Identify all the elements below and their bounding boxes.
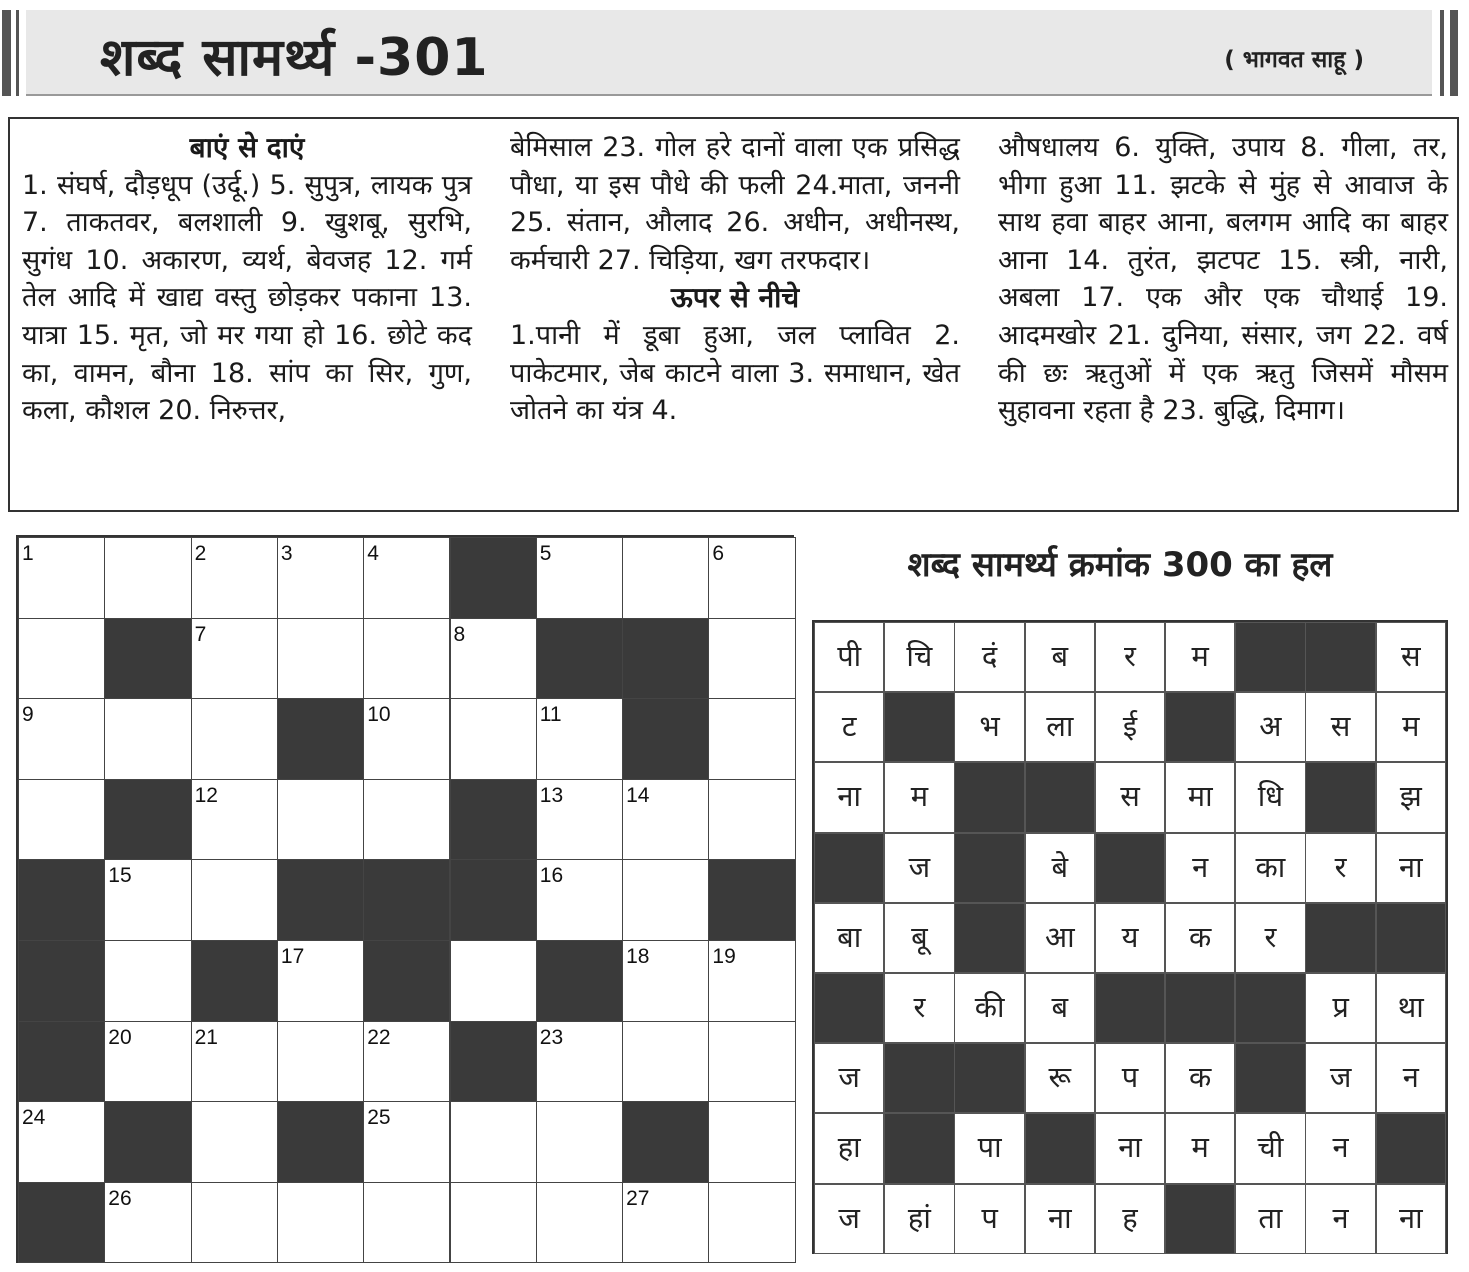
solution-cell: म [1165,622,1235,692]
clue-number: 11 [539,703,562,727]
grid-cell[interactable] [363,1101,450,1183]
solution-cell: म [1165,1113,1235,1183]
grid-cell[interactable] [191,1101,278,1183]
grid-cell[interactable] [18,1101,105,1183]
solution-cell-black [954,833,1024,903]
grid-cell-black [18,1182,105,1264]
grid-cell[interactable] [104,698,191,780]
solution-cell: ज [814,1043,884,1113]
solution-cell: रू [1025,1043,1095,1113]
grid-cell[interactable] [708,1021,795,1103]
solution-cell: प [954,1184,1024,1254]
down-clues-part-2: औषधालय 6. युक्ति, उपाय 8. गीला, तर, भीगा हुआ 11. झटके से मुंह से आवाज के साथ हवा बाहर आना, बलगम आदि का बाहर आना 14. तुरंत, झटपट 15. स्त्री, नारी, अबला 17. एक और एक चौथाई 19. आदमखोर 21. दुनिया, संसार, जग 22. वर्ष की छः ऋतुओं में एक ऋतु जिसमें मौसम सुहावना रहता है 23. बुद्धि, दिमाग। [998,132,1448,427]
solution-cell: ना [1025,1184,1095,1254]
grid-cell[interactable] [104,1021,191,1103]
grid-cell[interactable] [708,1182,795,1264]
grid-cell[interactable] [708,698,795,780]
clue-number: 18 [626,945,650,968]
grid-cell[interactable] [363,1021,450,1103]
clue-number: 9 [22,703,34,727]
crossword-grid [16,535,794,1263]
solution-title: शब्द सामर्थ्य क्रमांक 300 का हल [907,545,1333,585]
clues-column-2 [510,129,960,430]
clue-number: 26 [108,1186,132,1210]
grid-cell-black [18,859,105,941]
grid-cell-black [104,1101,191,1183]
solution-cell: क [1165,903,1235,973]
clue-number: 15 [108,864,132,888]
clue-number: 8 [453,622,466,646]
grid-cell[interactable] [277,1021,364,1103]
grid-cell[interactable] [191,859,278,941]
grid-cell-black [277,859,364,941]
solution-cell: हां [884,1184,954,1254]
solution-cell: ट [814,692,884,762]
solution-cell-black [1165,973,1235,1043]
grid-cell[interactable] [536,537,623,619]
grid-cell[interactable] [277,1182,364,1264]
grid-cell-black [450,537,537,619]
clue-number: 19 [712,945,736,968]
down-heading: ऊपर से नीचे [670,281,800,315]
solution-cell: न [1305,1184,1375,1254]
solution-cell-black [1376,903,1446,973]
grid-cell[interactable] [536,779,623,861]
grid-cell-black [104,618,191,700]
grid-cell[interactable] [191,618,278,700]
solution-cell: पा [954,1113,1024,1183]
solution-cell: ब [1025,973,1095,1043]
grid-cell[interactable] [536,859,623,941]
solution-cell: क [1165,1043,1235,1113]
solution-cell: बे [1025,833,1095,903]
grid-cell[interactable] [191,779,278,861]
grid-cell[interactable] [18,618,105,700]
grid-cell[interactable] [622,1182,709,1264]
grid-cell-black [104,779,191,861]
clue-number: 17 [280,945,305,968]
solution-cell: झ [1376,762,1446,832]
grid-cell[interactable] [450,698,537,780]
grid-cell-black [622,698,709,780]
right-bar-thick [1450,10,1458,96]
solution-cell-black [1235,1043,1305,1113]
solution-cell: हा [814,1113,884,1183]
grid-cell-black [363,859,450,941]
grid-cell[interactable] [450,1101,537,1183]
grid-cell-black [363,940,450,1022]
grid-cell-black [708,859,795,941]
grid-cell[interactable] [191,698,278,780]
clue-number: 25 [367,1106,391,1130]
solution-cell: प्र [1305,973,1375,1043]
solution-cell: स [1095,762,1165,832]
solution-cell: बू [884,903,954,973]
solution-cell-black [1095,833,1165,903]
down-clues-part-1: 1.पानी में डूबा हुआ, जल प्लावित 2. पाकेटमार, जेब काटने वाला 3. समाधान, खेत जोतने का यंत्र 4. [510,319,960,427]
solution-cell: अ [1235,692,1305,762]
grid-cell-black [191,940,278,1022]
grid-cell-black [18,940,105,1022]
grid-cell[interactable] [277,618,364,700]
solution-cell-black [1376,1113,1446,1183]
grid-cell[interactable] [363,698,450,780]
grid-cell-black [277,1101,364,1183]
solution-cell: मा [1165,762,1235,832]
clue-number: 2 [194,542,207,565]
clue-number: 1 [22,542,34,565]
clue-number: 7 [194,622,207,646]
solution-cell: ई [1095,692,1165,762]
solution-cell-black [1165,692,1235,762]
solution-cell: न [1165,833,1235,903]
clue-number: 6 [712,542,725,565]
grid-cell[interactable] [622,779,709,861]
solution-cell: ना [1095,1113,1165,1183]
grid-cell[interactable] [104,537,191,619]
solution-cell-black [954,762,1024,832]
clue-number: 21 [194,1025,218,1049]
solution-cell-black [1235,622,1305,692]
solution-cell-black [1235,973,1305,1043]
solution-cell: ज [1305,1043,1375,1113]
solution-cell: पी [814,622,884,692]
solution-cell: न [1376,1043,1446,1113]
solution-cell-black [814,973,884,1043]
grid-cell[interactable] [622,859,709,941]
grid-cell[interactable] [363,537,450,619]
solution-cell: ता [1235,1184,1305,1254]
grid-cell[interactable] [191,1021,278,1103]
solution-cell: बा [814,903,884,973]
grid-cell[interactable] [18,698,105,780]
solution-cell: चि [884,622,954,692]
solution-cell: ची [1235,1113,1305,1183]
grid-cell[interactable] [18,779,105,861]
grid-cell[interactable] [622,1021,709,1103]
title-box [26,10,1432,96]
solution-cell-black [1305,622,1375,692]
solution-cell: र [1305,833,1375,903]
grid-cell[interactable] [708,1101,795,1183]
across-clues-part-1: 1. संघर्ष, दौड़धूप (उर्दू.) 5. सुपुत्र, लायक पुत्र 7. ताकतवर, बलशाली 9. खुशबू, सुरभि, सुगंध 10. अकारण, व्यर्थ, बेवजह 12. गर्म तेल आदि में खाद्य वस्तु छोड़कर पकाना 13. यात्रा 15. मृत, जो मर गया हो 16. छोटे कद का, वामन, बौना 18. सांप का सिर, गुण, कला, कौशल 20. निरुत्तर, [22,169,472,427]
grid-cell[interactable] [363,779,450,861]
author-credit: ( भागवत साहू ) [1224,47,1364,73]
left-bar-thick [2,10,11,96]
grid-cell[interactable] [536,1101,623,1183]
solution-cell: म [1376,692,1446,762]
clues-column-1 [22,129,472,430]
grid-cell[interactable] [277,537,364,619]
page-title: शब्द सामर्थ्य -301 [100,28,489,88]
grid-cell[interactable] [622,537,709,619]
across-clues-part-2: बेमिसाल 23. गोल हरे दानों वाला एक प्रसिद्ध पौधा, या इस पौधे की फली 24.माता, जननी 25. संतान, औलाद 26. अधीन, अधीनस्थ, कर्मचारी 27. चिड़िया, खग तरफदार। [510,132,960,276]
grid-cell[interactable] [277,779,364,861]
solution-cell: धि [1235,762,1305,832]
clue-number: 24 [22,1106,46,1130]
solution-cell: ला [1025,692,1095,762]
grid-cell[interactable] [277,940,364,1022]
solution-cell: ज [814,1184,884,1254]
solution-grid [812,620,1448,1254]
header-band [0,10,1469,96]
solution-cell-black [1305,762,1375,832]
solution-cell: का [1235,833,1305,903]
solution-cell: र [1235,903,1305,973]
grid-cell[interactable] [450,618,537,700]
solution-cell: न [1305,1113,1375,1183]
grid-cell-black [450,859,537,941]
solution-cell: प [1095,1043,1165,1113]
grid-cell-black [622,1101,709,1183]
clue-number: 13 [539,783,564,807]
clue-number: 22 [367,1025,391,1049]
grid-cell[interactable] [450,940,537,1022]
grid-cell[interactable] [18,537,105,619]
clue-number: 3 [280,542,293,565]
grid-cell[interactable] [450,1182,537,1264]
solution-cell: दं [954,622,1024,692]
solution-cell: स [1376,622,1446,692]
clue-number: 4 [367,542,379,565]
clue-number: 16 [539,864,564,888]
grid-cell-black [450,1021,537,1103]
solution-cell-black [1305,903,1375,973]
solution-cell: भ [954,692,1024,762]
solution-cell-black [884,692,954,762]
across-heading: बाएं से दाएं [189,131,305,164]
grid-cell-black [18,1021,105,1103]
solution-cell: म [884,762,954,832]
solution-cell: ना [1376,833,1446,903]
solution-cell-black [1165,1184,1235,1254]
grid-cell[interactable] [708,940,795,1022]
clue-number: 10 [367,703,391,727]
grid-cell[interactable] [536,698,623,780]
grid-cell[interactable] [363,618,450,700]
solution-cell-black [1025,762,1095,832]
solution-cell: की [954,973,1024,1043]
right-bar-thin [1440,10,1444,96]
solution-cell: ब [1025,622,1095,692]
solution-cell: आ [1025,903,1095,973]
solution-cell-black [884,1113,954,1183]
grid-cell-black [450,779,537,861]
solution-cell: ना [814,762,884,832]
clue-number: 14 [626,783,650,807]
solution-cell-black [954,1043,1024,1113]
solution-cell: ज [884,833,954,903]
grid-cell[interactable] [191,1182,278,1264]
grid-cell[interactable] [536,1182,623,1264]
clue-number: 12 [194,783,218,807]
grid-cell-black [622,618,709,700]
solution-cell: य [1095,903,1165,973]
solution-cell-black [954,903,1024,973]
clue-number: 5 [539,542,552,565]
solution-cell-black [884,1043,954,1113]
grid-cell[interactable] [104,940,191,1022]
grid-cell[interactable] [536,1021,623,1103]
grid-cell[interactable] [622,940,709,1022]
grid-cell[interactable] [363,1182,450,1264]
solution-cell: ह [1095,1184,1165,1254]
solution-cell-black [1095,973,1165,1043]
grid-cell-black [536,940,623,1022]
solution-cell-black [1025,1113,1095,1183]
grid-cell[interactable] [708,537,795,619]
solution-cell-black [814,833,884,903]
grid-cell-black [536,618,623,700]
solution-cell: स [1305,692,1375,762]
clues-column-3 [998,129,1448,430]
solution-cell: ना [1376,1184,1446,1254]
grid-cell[interactable] [708,779,795,861]
solution-cell: र [1095,622,1165,692]
grid-cell[interactable] [708,618,795,700]
clue-number: 27 [626,1186,650,1210]
solution-cell: था [1376,973,1446,1043]
grid-cell[interactable] [104,859,191,941]
clue-number: 23 [539,1025,564,1049]
clue-number: 20 [108,1025,132,1049]
grid-cell-black [277,698,364,780]
grid-cell[interactable] [191,537,278,619]
grid-cell[interactable] [104,1182,191,1264]
clues-box [8,117,1459,512]
solution-cell: र [884,973,954,1043]
left-bar-thin [16,10,19,96]
